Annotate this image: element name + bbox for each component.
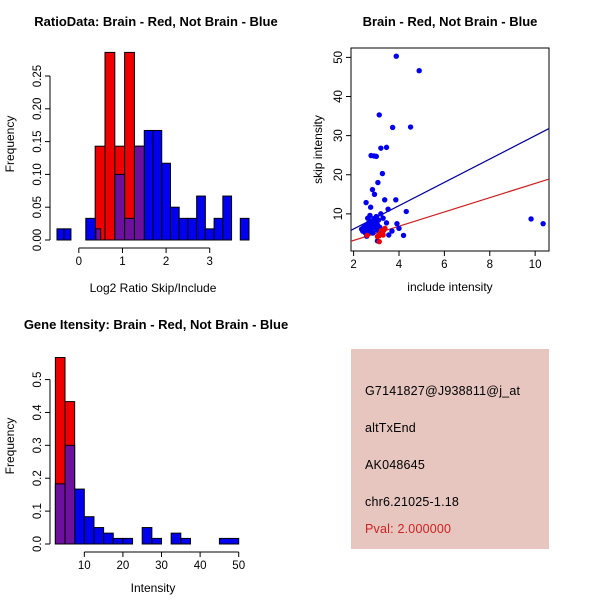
gene-info-panel [351, 349, 549, 549]
histogram-bar-red [125, 52, 135, 240]
scatter-point-blue [528, 216, 533, 221]
histogram-bar-blue [113, 538, 123, 544]
histogram-bar-blue [75, 489, 85, 544]
histogram-bar-purple [65, 445, 75, 544]
x-tick-label: 0 [75, 256, 83, 268]
histogram-bar-blue [170, 207, 179, 240]
histogram-bar-purple [55, 484, 65, 544]
scatter-point-blue [380, 171, 385, 176]
scatter-point-blue [386, 232, 391, 237]
locus-text: chr6.21025-1.18 [365, 495, 460, 509]
x-tick-label: 8 [486, 259, 493, 271]
x-tick-label: 2 [350, 259, 357, 271]
x-tick-label: 10 [77, 560, 91, 572]
x-tick-label: 1 [119, 256, 126, 268]
y-tick-label: 0.00 [32, 228, 44, 252]
y-tick-label: 0.20 [32, 97, 44, 121]
y-axis-label: Frequency [3, 115, 17, 173]
y-tick-label: 0.4 [32, 404, 44, 421]
x-axis-label: include intensity [407, 280, 493, 294]
histogram-bar-purple [115, 174, 125, 240]
chart-title: Gene Itensity: Brain - Red, Not Brain - Blue [23, 317, 289, 332]
probe-id-text: G7141827@J938811@j_at [365, 384, 521, 398]
x-tick-label: 6 [441, 259, 448, 271]
histogram-bar-blue [197, 196, 206, 240]
scatter-point-blue [368, 205, 373, 210]
scatter-point-blue [378, 145, 383, 150]
histogram-bar-blue [223, 196, 232, 240]
scatter-point-blue [370, 187, 375, 192]
histogram-bar-purple [134, 146, 144, 240]
y-tick-label: 10 [333, 207, 345, 221]
histogram-bar-blue [142, 528, 152, 544]
scatter-point-blue [408, 124, 413, 129]
scatter-point-blue [363, 200, 368, 205]
histogram-bar-blue [219, 538, 238, 544]
y-tick-label: 40 [333, 90, 345, 103]
scatter-point-red [365, 233, 370, 238]
y-axis-label: skip intensity [311, 115, 325, 184]
y-tick-label: 0.25 [32, 64, 44, 88]
y-tick-label: 0.10 [32, 163, 44, 186]
scatter-point-blue [382, 197, 387, 202]
histogram-bar-red [105, 52, 115, 240]
x-axis-label: Intensity [130, 581, 176, 595]
histogram-bar-blue [123, 538, 133, 544]
y-tick-label: 0.05 [32, 196, 44, 219]
x-tick-label: 2 [162, 256, 170, 268]
scatter-point-blue [396, 226, 401, 231]
accession-text: AK048645 [365, 458, 425, 472]
histogram-bar-blue [144, 130, 153, 240]
y-axis-label: Frequency [3, 417, 17, 475]
scatter-point-blue [372, 192, 377, 197]
scatter-point-blue [394, 54, 399, 59]
scatter-point-blue [416, 68, 421, 73]
histogram-bar-blue [104, 533, 114, 544]
scatter-point-blue [384, 220, 389, 225]
histogram-bar-blue [171, 533, 181, 544]
chart-title: Brain - Red, Not Brain - Blue [362, 14, 538, 29]
scatter-point-blue [375, 180, 380, 185]
histogram-bar-purple [125, 218, 135, 240]
scatter-point-red [375, 234, 380, 239]
histogram-bar-purple [96, 229, 101, 240]
scatter-point-red [380, 232, 385, 237]
pval-text: Pval: 2.000000 [365, 522, 452, 536]
scatter-point-blue [393, 197, 398, 202]
y-tick-label: 50 [333, 50, 345, 64]
x-tick-label: 40 [193, 560, 207, 572]
scatter-point-blue [377, 112, 382, 117]
y-tick-label: 20 [333, 168, 345, 182]
histogram-bar-blue [240, 218, 249, 240]
histogram-bar-blue [179, 218, 188, 240]
scatter-point-blue [401, 233, 406, 238]
y-tick-label: 0.3 [32, 437, 44, 454]
scatter-point-blue [394, 221, 399, 226]
scatter-point-blue [385, 206, 390, 211]
scatter-point-blue [384, 145, 389, 150]
y-tick-label: 0.5 [32, 371, 44, 388]
x-tick-label: 30 [155, 560, 168, 572]
histogram-bar-blue [188, 218, 197, 240]
y-tick-label: 30 [333, 129, 345, 143]
histogram-bar-red [95, 146, 105, 240]
x-tick-label: 20 [116, 560, 130, 572]
histogram-bar-blue [57, 229, 64, 240]
y-tick-label: 0.15 [32, 130, 44, 153]
histogram-bar-blue [214, 218, 223, 240]
scatter-point-blue [404, 209, 409, 214]
scatter-point-blue [374, 154, 379, 159]
y-tick-label: 0.0 [32, 536, 44, 552]
histogram-bar-blue [64, 229, 71, 240]
histogram-bar-blue [94, 528, 104, 544]
scatter-point-blue [390, 125, 395, 130]
scatter-point-blue [380, 215, 385, 220]
histogram-bar-blue [86, 218, 96, 240]
histogram-bar-blue [84, 517, 94, 544]
x-tick-label: 4 [395, 259, 403, 271]
scatter-point-blue [540, 221, 545, 226]
histogram-bar-blue [162, 163, 171, 240]
histogram-bar-blue [181, 538, 191, 544]
histogram-bar-blue [205, 229, 214, 240]
x-tick-label: 3 [206, 256, 213, 268]
event-type-text: altTxEnd [365, 421, 416, 435]
scatter-point-red [377, 239, 382, 244]
x-axis-label: Log2 Ratio Skip/Include [89, 281, 217, 295]
chart-title: RatioData: Brain - Red, Not Brain - Blue [34, 14, 278, 29]
y-tick-label: 0.1 [32, 503, 45, 520]
histogram-bar-blue [152, 538, 162, 544]
scatter-point-blue [367, 213, 372, 218]
histogram-bar-blue [153, 130, 162, 240]
x-tick-label: 50 [232, 560, 246, 572]
x-tick-label: 10 [528, 259, 542, 271]
y-tick-label: 0.2 [32, 470, 44, 487]
